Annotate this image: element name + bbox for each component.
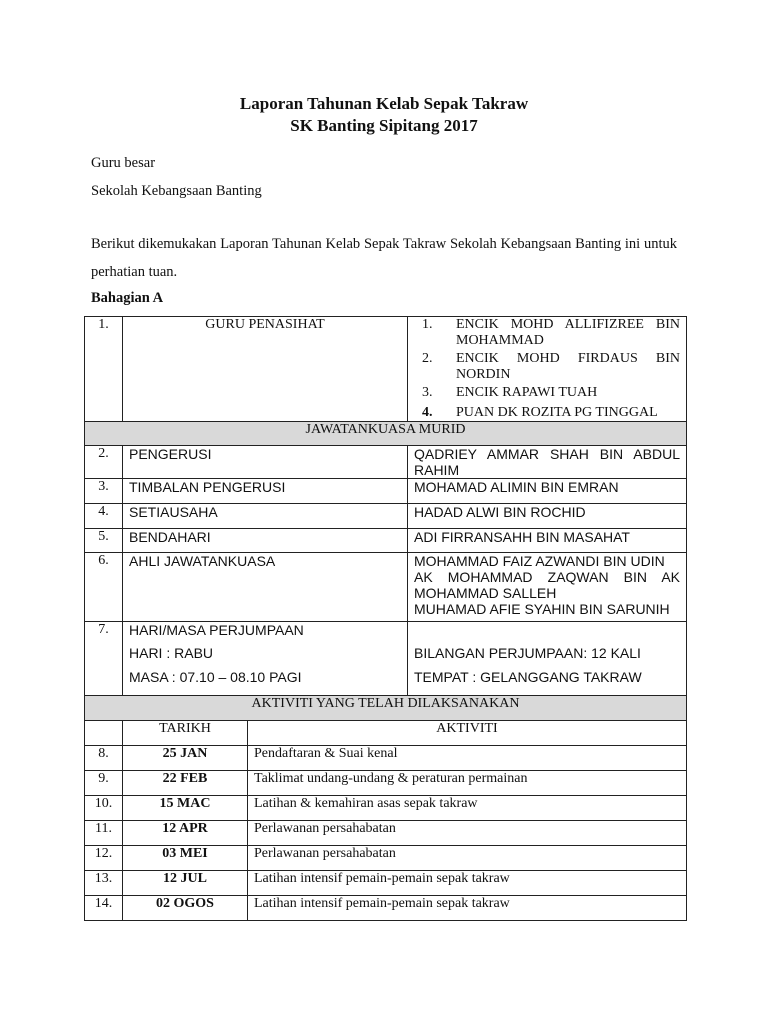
activity-date: 12 APR (123, 821, 248, 846)
activity-header-row (85, 696, 687, 721)
activity-description: Pendaftaran & Suai kenal (248, 746, 687, 771)
committee-role: TIMBALAN PENGERUSI (123, 479, 408, 504)
intro-paragraph: Berikut dikemukakan Laporan Tahunan Kelab Sepak Takraw Sekolah Kebangsaan Banting ini untuk perhatian tuan. (91, 236, 677, 280)
activity-column-header: AKTIVITI (248, 721, 687, 746)
row-number: 7. (85, 622, 123, 696)
row-number: 14. (85, 896, 123, 921)
activity-date: 22 FEB (123, 771, 248, 796)
committee-role: SETIAUSAHA (123, 504, 408, 529)
activity-date: 02 OGOS (123, 896, 248, 921)
committee-name: MOHAMAD ALIMIN BIN EMRAN (408, 479, 687, 504)
activity-row (85, 846, 687, 871)
committee-row (85, 446, 687, 479)
addressee-school: Sekolah Kebangsaan Banting (91, 183, 262, 199)
activity-row (85, 771, 687, 796)
guru-name-item: 2. ENCIK MOHD FIRDAUS BIN NORDIN (422, 351, 680, 382)
row-number: 4. (85, 504, 123, 529)
committee-role: PENGERUSI (123, 446, 408, 479)
activity-date: 15 MAC (123, 796, 248, 821)
row-number: 10. (85, 796, 123, 821)
row-number: 12. (85, 846, 123, 871)
meeting-time: MASA : 07.10 – 08.10 PAGI (129, 669, 302, 685)
meeting-place: TEMPAT : GELANGGANG TAKRAW (414, 669, 642, 685)
committee-header-row (85, 422, 687, 446)
ajk-role: AHLI JAWATANKUASA (123, 553, 408, 622)
row-number: 13. (85, 871, 123, 896)
committee-role: BENDAHARI (123, 529, 408, 553)
addressee-title: Guru besar (91, 155, 156, 171)
guru-names (408, 317, 687, 422)
activity-date: 12 JUL (123, 871, 248, 896)
activity-description: Perlawanan persahabatan (248, 821, 687, 846)
blank-cell (85, 721, 123, 746)
meeting-heading: HARI/MASA PERJUMPAAN (129, 622, 304, 638)
meeting-info (408, 622, 687, 696)
committee-name: QADRIEY AMMAR SHAH BIN ABDUL RAHIM (408, 446, 687, 479)
meeting-day: HARI : RABU (129, 645, 214, 661)
report-table (84, 316, 687, 921)
guru-name-item: 3. ENCIK RAPAWI TUAH (422, 385, 598, 400)
ajk-name: MUHAMAD AFIE SYAHIN BIN SARUNIH (414, 601, 670, 617)
guru-name-item: 4. PUAN DK ROZITA PG TINGGAL (422, 405, 658, 420)
ajk-name: AK MOHAMMAD ZAQWAN BIN AK MOHAMMAD SALLEH (414, 569, 680, 601)
activity-row (85, 796, 687, 821)
activity-header: AKTIVITI YANG TELAH DILAKSANAKAN (85, 696, 687, 721)
ajk-names (408, 553, 687, 622)
committee-row (85, 504, 687, 529)
meeting-schedule (123, 622, 408, 696)
meeting-count: BILANGAN PERJUMPAAN: 12 KALI (414, 645, 641, 661)
activity-row (85, 746, 687, 771)
ajk-row (85, 553, 687, 622)
ajk-name: MOHAMMAD FAIZ AZWANDI BIN UDIN (414, 553, 665, 569)
row-number: 2. (85, 446, 123, 479)
activity-date: 03 MEI (123, 846, 248, 871)
committee-header: JAWATANKUASA MURID (85, 422, 687, 446)
guru-name-item: 1. ENCIK MOHD ALLIFIZREE BIN MOHAMMAD (422, 317, 680, 348)
activity-description: Latihan intensif pemain-pemain sepak takraw (248, 896, 687, 921)
report-title: Laporan Tahunan Kelab Sepak Takraw (239, 94, 529, 113)
activity-date: 25 JAN (123, 746, 248, 771)
report-subtitle: SK Banting Sipitang 2017 (290, 116, 478, 135)
row-number: 9. (85, 771, 123, 796)
guru-row (85, 317, 687, 422)
row-number: 3. (85, 479, 123, 504)
row-number: 1. (85, 317, 123, 422)
committee-name: ADI FIRRANSAHH BIN MASAHAT (408, 529, 687, 553)
meeting-row (85, 622, 687, 696)
row-number: 8. (85, 746, 123, 771)
section-heading: Bahagian A (91, 290, 164, 306)
row-number: 11. (85, 821, 123, 846)
guru-label: GURU PENASIHAT (123, 317, 408, 422)
row-number: 6. (85, 553, 123, 622)
activity-description: Taklimat undang-undang & peraturan permainan (248, 771, 687, 796)
row-number: 5. (85, 529, 123, 553)
activity-row (85, 871, 687, 896)
activity-row (85, 821, 687, 846)
activity-row (85, 896, 687, 921)
committee-name: HADAD ALWI BIN ROCHID (408, 504, 687, 529)
activity-description: Perlawanan persahabatan (248, 846, 687, 871)
committee-row (85, 479, 687, 504)
date-column-header: TARIKH (123, 721, 248, 746)
committee-row (85, 529, 687, 553)
activity-description: Latihan intensif pemain-pemain sepak takraw (248, 871, 687, 896)
activity-columns-row (85, 721, 687, 746)
activity-description: Latihan & kemahiran asas sepak takraw (248, 796, 687, 821)
